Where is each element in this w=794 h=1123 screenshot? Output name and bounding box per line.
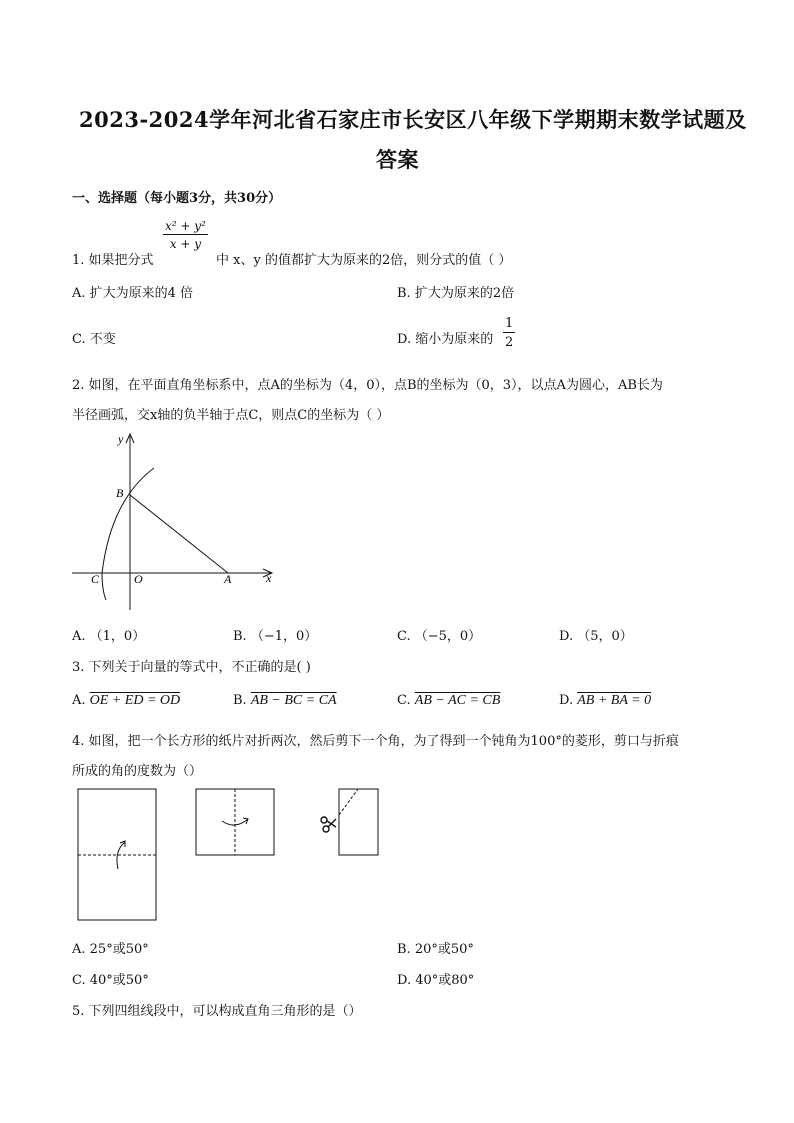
q3-option-c-expr: AB − AC = CB [414, 693, 501, 708]
q4-option-c[interactable]: C. 40°或50° [72, 973, 149, 988]
point-b-label: B [116, 486, 124, 500]
q1-option-d-fraction [503, 316, 515, 350]
q2-option-b[interactable]: B. （−1，0） [233, 629, 318, 644]
point-a-label: A [224, 572, 232, 586]
q3-option-d-label: D. [559, 693, 574, 708]
q1-option-d-num: 1 [505, 316, 514, 331]
page-title-line2: 答案 [376, 147, 419, 172]
q4-option-b[interactable]: B. 20°或50° [397, 942, 474, 957]
q4-option-d[interactable]: D. 40°或80° [397, 973, 475, 988]
q1-option-c[interactable]: C. 不变 [72, 332, 116, 347]
x-axis-label: x [266, 571, 272, 585]
q3-option-a[interactable] [72, 693, 180, 709]
q2-line2: 半径画弧，交x轴的负半轴于点C，则点C的坐标为（ ） [72, 408, 390, 423]
q1-option-d[interactable] [397, 328, 493, 347]
q3-option-d-expr: AB + BA = 0 [577, 693, 652, 708]
q3-option-c[interactable] [397, 693, 500, 709]
q2-option-c[interactable]: C. （−5，0） [397, 629, 482, 644]
point-c-label: C [91, 572, 100, 586]
scissors-icon [321, 817, 336, 832]
q5-text: 5. 下列四组线段中，可以构成直角三角形的是（） [72, 1004, 362, 1019]
q3-option-a-label: A. [72, 693, 86, 708]
q3-text: 3. 下列关于向量的等式中，不正确的是( ) [72, 660, 311, 675]
q3-option-b[interactable] [233, 693, 337, 709]
q2-line1: 2. 如图，在平面直角坐标系中，点A的坐标为（4，0），点B的坐标为（0，3），以点A为圆心，AB长为 [72, 378, 663, 393]
paper-folded-twice [339, 789, 378, 855]
q2-option-a[interactable]: A. （1，0） [72, 629, 146, 644]
section-heading: 一、选择题（每小题3分，共30分） [72, 191, 282, 206]
q1-fraction-numerator: x² + y² [165, 219, 206, 233]
q3-option-b-label: B. [233, 693, 247, 708]
q1-suffix: 中 x、y 的值都扩大为原来的2倍，则分式的值（ ） [216, 253, 512, 268]
q3-option-d[interactable] [559, 693, 651, 709]
q4-line1: 4. 如图，把一个长方形的纸片对折两次，然后剪下一个角，为了得到一个钝角为100°的菱形，剪口与折痕 [72, 734, 679, 749]
q4-line2: 所成的角的度数为（） [72, 764, 203, 779]
y-axis-label: y [118, 432, 124, 446]
q1-option-d-den: 2 [505, 335, 514, 350]
q3-option-c-label: C. [397, 693, 411, 708]
q2-coordinate-figure [66, 430, 281, 615]
q1-prefix: 1. 如果把分式 [72, 253, 154, 268]
q4-option-a[interactable]: A. 25°或50° [72, 942, 149, 957]
q1-fraction-denominator: x + y [169, 237, 202, 251]
q1-option-d-text: D. 缩小为原来的 [397, 332, 494, 347]
q3-option-b-expr: AB − BC = CA [250, 693, 337, 708]
q1-option-a[interactable]: A. 扩大为原来的4 倍 [72, 286, 194, 301]
q1-option-b[interactable]: B. 扩大为原来的2倍 [397, 286, 515, 301]
q3-option-a-expr: OE + ED = OD [89, 693, 181, 708]
arc-from-a [102, 468, 154, 600]
q1-fraction [163, 219, 208, 251]
segment-ab [130, 495, 228, 573]
q2-option-d[interactable]: D. （5，0） [559, 629, 633, 644]
page-title-line1: 2023-2024学年河北省石家庄市长安区八年级下学期期末数学试题及 [79, 107, 747, 132]
cut-line [339, 789, 358, 815]
q4-paper-folding-figure [70, 785, 390, 925]
point-o-label: O [134, 572, 143, 586]
